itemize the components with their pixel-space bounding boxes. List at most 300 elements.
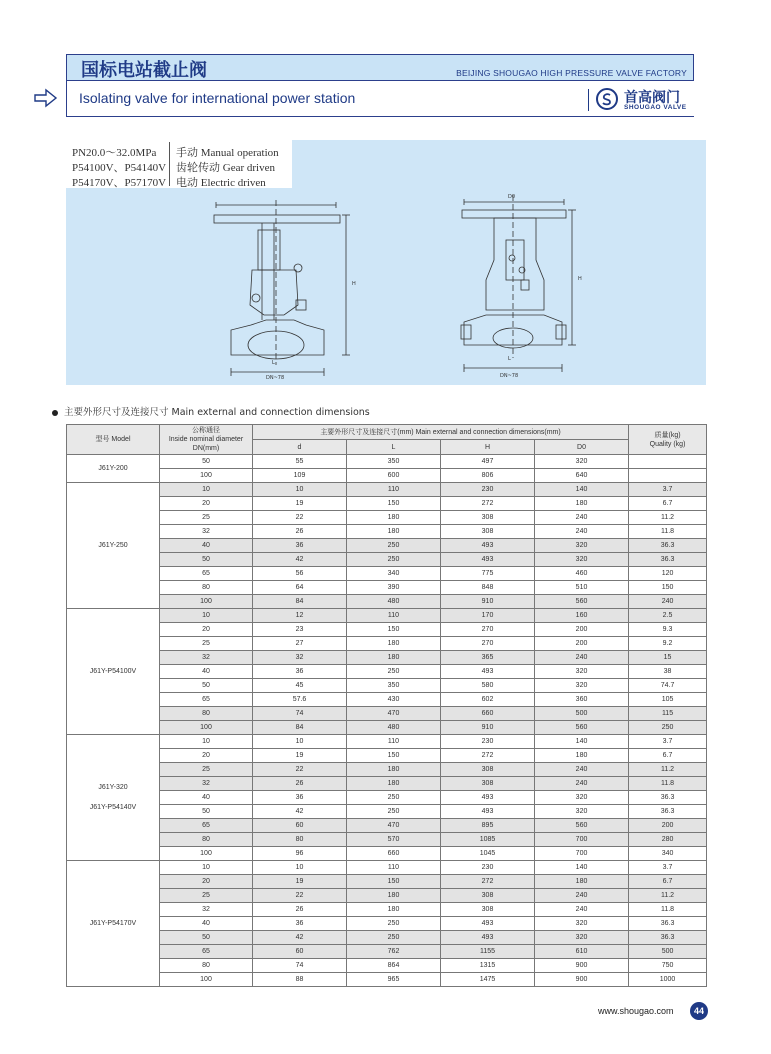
model-name: J61Y-P54170V [89, 919, 137, 927]
table-cell: 115 [629, 707, 707, 721]
table-row [67, 749, 707, 763]
table-cell: 42 [253, 931, 347, 945]
label-H-left: H [352, 281, 356, 287]
table-cell: 497 [441, 455, 535, 469]
table-cell: 1155 [441, 945, 535, 959]
table-cell: 180 [535, 497, 629, 511]
header-nominal [160, 425, 253, 455]
header-mass [629, 425, 707, 455]
table-cell: 240 [535, 903, 629, 917]
table-cell: 570 [347, 833, 441, 847]
label-H-right: H [578, 276, 582, 282]
table-cell: 493 [441, 805, 535, 819]
table-cell: 140 [535, 735, 629, 749]
table-cell: 36 [253, 665, 347, 679]
table-cell: 150 [347, 875, 441, 889]
table-cell: 320 [535, 455, 629, 469]
table-cell: 110 [347, 861, 441, 875]
header-dims: 主要外形尺寸及连接尺寸(mm) Main external and connection dimensions(mm) [253, 425, 629, 440]
table-cell: 100 [160, 973, 253, 987]
table-cell: 25 [160, 763, 253, 777]
table-row [67, 903, 707, 917]
table-cell: 180 [347, 777, 441, 791]
table-cell: 250 [347, 805, 441, 819]
table-cell: 230 [441, 483, 535, 497]
table-cell: 50 [160, 931, 253, 945]
table-cell: 320 [535, 931, 629, 945]
table-cell: 250 [347, 539, 441, 553]
table-row [67, 693, 707, 707]
header-col-d: d [253, 440, 347, 455]
table-cell: 110 [347, 609, 441, 623]
table-cell: 200 [629, 819, 707, 833]
table-cell: 660 [347, 847, 441, 861]
table-row [67, 959, 707, 973]
table-cell: 240 [535, 777, 629, 791]
table-cell: 40 [160, 791, 253, 805]
footer-url[interactable]: www.shougao.com [598, 1006, 674, 1016]
table-cell: 250 [629, 721, 707, 735]
model-name: J61Y-250 [98, 541, 128, 549]
model-name: J61Y-320 [98, 783, 128, 791]
operation-line-1: 手动 Manual operation [176, 147, 279, 159]
title-bar [66, 54, 694, 81]
table-cell: 22 [253, 511, 347, 525]
table-cell: 240 [535, 511, 629, 525]
table-cell: 602 [441, 693, 535, 707]
label-L-left: L [272, 360, 275, 366]
table-cell: 100 [160, 721, 253, 735]
table-cell: 360 [535, 693, 629, 707]
table-cell: 42 [253, 553, 347, 567]
table-cell: 3.7 [629, 861, 707, 875]
section-title: 主要外形尺寸及连接尺寸 Main external and connection dimensions [64, 407, 370, 418]
table-cell: 65 [160, 567, 253, 581]
table-cell: 1045 [441, 847, 535, 861]
table-cell: 900 [535, 959, 629, 973]
table-row [67, 679, 707, 693]
table-row [67, 721, 707, 735]
table-cell: 250 [347, 665, 441, 679]
table-cell: 65 [160, 945, 253, 959]
table-cell: 74 [253, 959, 347, 973]
label-L-right: L [508, 356, 511, 362]
table-cell: 308 [441, 525, 535, 539]
table-cell: 32 [160, 777, 253, 791]
table-cell: 6.7 [629, 875, 707, 889]
table-cell: 100 [160, 469, 253, 483]
table-row [67, 777, 707, 791]
table-cell: 250 [347, 917, 441, 931]
table-cell: 700 [535, 833, 629, 847]
logo-mark-icon [596, 88, 618, 110]
table-cell: 19 [253, 875, 347, 889]
table-cell: 240 [629, 595, 707, 609]
model-cell [67, 483, 160, 609]
table-cell: 240 [535, 651, 629, 665]
table-cell: 230 [441, 861, 535, 875]
table-cell: 110 [347, 735, 441, 749]
handwheel-right [462, 210, 566, 218]
table-cell: 806 [441, 469, 535, 483]
table-cell: 140 [535, 861, 629, 875]
table-cell: 26 [253, 777, 347, 791]
table-cell: 320 [535, 539, 629, 553]
table-cell: 11.8 [629, 525, 707, 539]
table-cell: 105 [629, 693, 707, 707]
header-model: 型号 Model [67, 425, 160, 455]
table-cell: 910 [441, 595, 535, 609]
table-cell: 36.3 [629, 917, 707, 931]
table-cell: 1315 [441, 959, 535, 973]
table-cell: 308 [441, 903, 535, 917]
table-cell: 320 [535, 665, 629, 679]
table-cell: 96 [253, 847, 347, 861]
table-cell: 60 [253, 819, 347, 833]
table-cell: 15 [629, 651, 707, 665]
table-cell: 480 [347, 721, 441, 735]
table-cell: 560 [535, 819, 629, 833]
table-cell: 250 [347, 791, 441, 805]
table-cell: 493 [441, 917, 535, 931]
table-cell: 22 [253, 889, 347, 903]
table-cell: 25 [160, 637, 253, 651]
table-cell: 365 [441, 651, 535, 665]
table-cell: 160 [535, 609, 629, 623]
table-cell: 74 [253, 707, 347, 721]
table-cell: 80 [160, 707, 253, 721]
table-row [67, 525, 707, 539]
page-number: 44 [690, 1002, 708, 1020]
table-cell: 42 [253, 805, 347, 819]
handwheel-left [214, 215, 340, 223]
table-cell: 1475 [441, 973, 535, 987]
table-cell: 27 [253, 637, 347, 651]
table-cell: 180 [347, 525, 441, 539]
table-row [67, 567, 707, 581]
table-cell: 560 [535, 595, 629, 609]
table-cell: 50 [160, 455, 253, 469]
table-row [67, 917, 707, 931]
table-row [67, 973, 707, 987]
model-name: J61Y-P54100V [89, 667, 137, 675]
table-cell: 560 [535, 721, 629, 735]
table-row [67, 875, 707, 889]
table-cell: 100 [160, 595, 253, 609]
bullet-icon [52, 410, 58, 416]
table-cell: 36 [253, 539, 347, 553]
table-cell: 10 [253, 735, 347, 749]
table-row [67, 735, 707, 749]
table-cell: 9.2 [629, 637, 707, 651]
table-cell: 493 [441, 539, 535, 553]
table-cell: 20 [160, 749, 253, 763]
table-cell: 180 [535, 749, 629, 763]
table-cell: 200 [535, 623, 629, 637]
model-cell [67, 861, 160, 987]
table-cell: 180 [347, 889, 441, 903]
table-cell: 900 [535, 973, 629, 987]
table-cell: 109 [253, 469, 347, 483]
table-cell: 510 [535, 581, 629, 595]
pressure-line-1: PN20.0～32.0MPa [72, 147, 157, 159]
table-cell: 180 [347, 511, 441, 525]
table-cell: 180 [347, 763, 441, 777]
table-cell: 272 [441, 875, 535, 889]
table-cell: 84 [253, 721, 347, 735]
operation-line-2: 齿轮传动 Gear driven [176, 162, 275, 174]
page-subtitle: Isolating valve for international power station [79, 90, 356, 106]
table-cell: 10 [160, 483, 253, 497]
label-dn-left: DN~78 [266, 375, 285, 381]
table-cell: 848 [441, 581, 535, 595]
table-row [67, 623, 707, 637]
company-logo [596, 87, 706, 113]
table-cell: 36.3 [629, 553, 707, 567]
table-cell: 32 [160, 651, 253, 665]
table-cell: 150 [347, 497, 441, 511]
pressure-line-2: P54100V、P54140V [72, 162, 167, 174]
table-cell: 180 [535, 875, 629, 889]
table-cell: 22 [253, 763, 347, 777]
table-cell: 430 [347, 693, 441, 707]
table-cell: 500 [629, 945, 707, 959]
table-cell: 240 [535, 525, 629, 539]
table-cell: 170 [441, 609, 535, 623]
table-cell: 84 [253, 595, 347, 609]
table-cell: 23 [253, 623, 347, 637]
table-row [67, 651, 707, 665]
table-cell: 660 [441, 707, 535, 721]
table-cell: 180 [347, 903, 441, 917]
table-cell: 36.3 [629, 791, 707, 805]
table-cell [629, 469, 707, 483]
table-cell: 110 [347, 483, 441, 497]
table-row [67, 847, 707, 861]
model-cell [67, 609, 160, 735]
pressure-line-3: P54170V、P57170V [72, 177, 167, 189]
table-cell: 250 [347, 553, 441, 567]
header-col-D0: D0 [535, 440, 629, 455]
table-cell: 25 [160, 511, 253, 525]
table-cell: 100 [160, 847, 253, 861]
logo-divider [588, 89, 589, 111]
table-cell: 80 [160, 959, 253, 973]
table-cell: 750 [629, 959, 707, 973]
table-cell: 32 [253, 651, 347, 665]
table-body [67, 455, 707, 987]
table-cell: 10 [160, 609, 253, 623]
table-cell: 32 [160, 903, 253, 917]
spec-box [66, 140, 292, 188]
section-heading [52, 404, 370, 418]
table-row [67, 553, 707, 567]
table-cell: 460 [535, 567, 629, 581]
table-cell: 230 [441, 735, 535, 749]
table-cell: 36.3 [629, 931, 707, 945]
table-row [67, 819, 707, 833]
table-cell: 38 [629, 665, 707, 679]
table-row [67, 455, 707, 469]
table-cell: 320 [535, 805, 629, 819]
table-cell: 11.8 [629, 903, 707, 917]
table-cell: 140 [535, 483, 629, 497]
table-row [67, 539, 707, 553]
table-cell: 56 [253, 567, 347, 581]
table-cell: 3.7 [629, 483, 707, 497]
header-nominal-unit: DN(mm) [192, 445, 220, 452]
table-cell: 390 [347, 581, 441, 595]
table-cell: 20 [160, 623, 253, 637]
header-nominal-en: Inside nominal diameter [168, 436, 244, 443]
table-cell: 26 [253, 903, 347, 917]
table-cell: 25 [160, 889, 253, 903]
table-row [67, 609, 707, 623]
table-cell: 320 [535, 553, 629, 567]
table-row [67, 763, 707, 777]
table-cell: 272 [441, 497, 535, 511]
table-cell: 57.6 [253, 693, 347, 707]
table-cell: 11.2 [629, 511, 707, 525]
table-cell: 19 [253, 749, 347, 763]
table-cell: 80 [160, 581, 253, 595]
operation-line-3: 电动 Electric driven [176, 177, 266, 189]
table-cell: 308 [441, 777, 535, 791]
table-cell: 600 [347, 469, 441, 483]
table-cell: 9.3 [629, 623, 707, 637]
table-cell: 36.3 [629, 805, 707, 819]
table-cell: 6.7 [629, 497, 707, 511]
table-row [67, 833, 707, 847]
header-col-L: L [347, 440, 441, 455]
table-cell: 10 [253, 483, 347, 497]
table-cell: 20 [160, 875, 253, 889]
table-row [67, 511, 707, 525]
table-cell: 272 [441, 749, 535, 763]
table-cell: 10 [160, 861, 253, 875]
table-cell: 580 [441, 679, 535, 693]
table-row [67, 707, 707, 721]
dimensions-table [66, 424, 707, 987]
table-cell: 11.2 [629, 763, 707, 777]
table-row [67, 483, 707, 497]
table-cell: 32 [160, 525, 253, 539]
table-row [67, 791, 707, 805]
table-cell: 965 [347, 973, 441, 987]
table-cell: 270 [441, 637, 535, 651]
table-cell: 2.5 [629, 609, 707, 623]
table-cell: 50 [160, 805, 253, 819]
table-cell: 280 [629, 833, 707, 847]
table-cell [629, 455, 707, 469]
table-cell: 910 [441, 721, 535, 735]
table-cell: 493 [441, 665, 535, 679]
spec-divider [169, 142, 170, 186]
table-cell: 26 [253, 525, 347, 539]
model-name: J61Y-P54140V [89, 803, 137, 811]
table-cell: 470 [347, 707, 441, 721]
model-cell [67, 735, 160, 861]
table-cell: 40 [160, 539, 253, 553]
table-row [67, 805, 707, 819]
table-cell: 350 [347, 455, 441, 469]
header-col-H: H [441, 440, 535, 455]
table-cell: 11.2 [629, 889, 707, 903]
table-cell: 55 [253, 455, 347, 469]
table-cell: 340 [347, 567, 441, 581]
table-cell: 120 [629, 567, 707, 581]
table-cell: 240 [535, 763, 629, 777]
table-cell: 493 [441, 791, 535, 805]
table-cell: 40 [160, 917, 253, 931]
table-row [67, 945, 707, 959]
table-cell: 50 [160, 553, 253, 567]
table-row [67, 469, 707, 483]
table-cell: 270 [441, 623, 535, 637]
table-cell: 74.7 [629, 679, 707, 693]
header-mass-en: Quality (kg) [649, 440, 686, 448]
table-cell: 180 [347, 637, 441, 651]
header-mass-cn: 质量(kg) [654, 431, 681, 439]
table-cell: 640 [535, 469, 629, 483]
label-D0-right: D0 [508, 194, 516, 200]
table-cell: 45 [253, 679, 347, 693]
arrow-right-icon [34, 88, 58, 108]
company-name: BEIJING SHOUGAO HIGH PRESSURE VALVE FACTORY [456, 68, 687, 78]
table-row [67, 889, 707, 903]
table-cell: 308 [441, 889, 535, 903]
table-cell: 240 [535, 889, 629, 903]
table-row [67, 931, 707, 945]
table-cell: 250 [347, 931, 441, 945]
model-name: J61Y-200 [98, 464, 128, 472]
table-row [67, 497, 707, 511]
table-cell: 65 [160, 693, 253, 707]
table-cell: 320 [535, 917, 629, 931]
table-cell: 50 [160, 679, 253, 693]
table-row [67, 581, 707, 595]
table-cell: 762 [347, 945, 441, 959]
table-cell: 775 [441, 567, 535, 581]
table-row [67, 595, 707, 609]
table-cell: 350 [347, 679, 441, 693]
table-cell: 36 [253, 791, 347, 805]
table-cell: 150 [347, 623, 441, 637]
table-cell: 340 [629, 847, 707, 861]
table-cell: 11.8 [629, 777, 707, 791]
table-cell: 80 [253, 833, 347, 847]
table-cell: 20 [160, 497, 253, 511]
table-cell: 320 [535, 679, 629, 693]
table-cell: 19 [253, 497, 347, 511]
table-cell: 40 [160, 665, 253, 679]
header-nominal-cn: 公称通径 [192, 427, 220, 434]
table-cell: 88 [253, 973, 347, 987]
table-cell: 10 [160, 735, 253, 749]
table-row [67, 665, 707, 679]
table-cell: 36.3 [629, 539, 707, 553]
table-cell: 150 [629, 581, 707, 595]
table-row [67, 637, 707, 651]
table-cell: 493 [441, 931, 535, 945]
table-cell: 1000 [629, 973, 707, 987]
table-cell: 6.7 [629, 749, 707, 763]
logo-text-cn: 首高阀门 [624, 90, 680, 106]
table-cell: 308 [441, 763, 535, 777]
page-title: 国标电站截止阀 [81, 60, 207, 81]
model-cell [67, 455, 160, 483]
logo-text-en: SHOUGAO VALVE [624, 104, 687, 111]
